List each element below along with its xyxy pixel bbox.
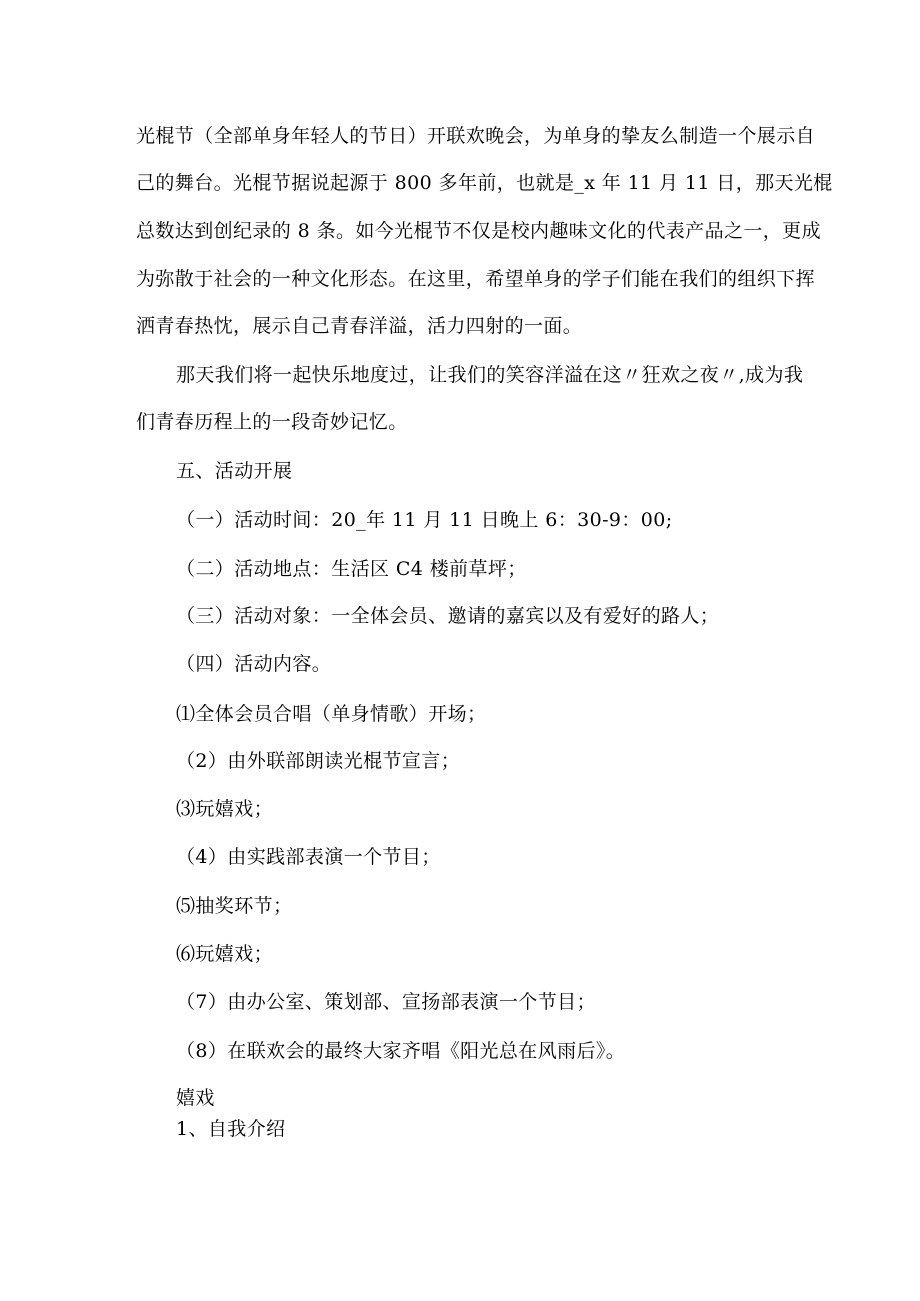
content-item-4: （4）由实践部表演一个节目； bbox=[176, 846, 441, 868]
paragraph-2-line-1: 那天我们将一起快乐地度过，让我们的笑容洋溢在这〃狂欢之夜〃,成为我 bbox=[176, 364, 804, 386]
paragraph-1-line-5: 洒青春热忱，展示自己青春洋溢，活力四射的一面。 bbox=[136, 315, 583, 337]
paragraph-1-line-1: 光棍节（全部单身年轻人的节日）开联欢晚会，为单身的挚友么制造一个展示自 bbox=[136, 125, 816, 147]
content-item-6: ⑹玩嬉戏； bbox=[176, 943, 274, 965]
content-item-7: （7）由办公室、策划部、宣扬部表演一个节目； bbox=[176, 991, 596, 1013]
games-item-1: 1、自我介绍 bbox=[176, 1118, 286, 1140]
activity-location: （二）活动地点：生活区 C4 楼前草坪； bbox=[176, 558, 527, 580]
content-item-5: ⑸抽奖环节； bbox=[176, 895, 293, 917]
content-item-1: ⑴全体会员合唱（单身情歌）开场； bbox=[176, 703, 487, 725]
section-heading: 五、活动开展 bbox=[176, 460, 293, 482]
content-item-2: （2）由外联部朗读光棍节宣言； bbox=[176, 750, 461, 772]
content-item-8: （8）在联欢会的最终大家齐唱《阳光总在风雨后》。 bbox=[176, 1040, 626, 1062]
activity-time: （一）活动时间：20_年 11 月 11 日晚上 6：30-9：00; bbox=[176, 509, 673, 531]
paragraph-2-line-2: 们青春历程上的一段奇妙记忆。 bbox=[136, 411, 408, 433]
activity-content-heading: （四）活动内容。 bbox=[176, 653, 332, 675]
paragraph-1-line-4: 为弥散于社会的一种文化形态。在这里，希望单身的学子们能在我们的组织下挥 bbox=[136, 268, 816, 290]
activity-audience: （三）活动对象：一全体会员、邀请的嘉宾以及有爱好的路人； bbox=[176, 605, 720, 627]
paragraph-1-line-2: 己的舞台。光棍节据说起源于 800 多年前，也就是_x 年 11 月 11 日，那天光棍 bbox=[136, 172, 833, 194]
paragraph-1-line-3: 总数达到创纪录的 8 条。如今光棍节不仅是校内趣味文化的代表产品之一，更成 bbox=[136, 220, 821, 242]
games-heading: 嬉戏 bbox=[176, 1087, 215, 1109]
content-item-3: ⑶玩嬉戏； bbox=[176, 798, 274, 820]
